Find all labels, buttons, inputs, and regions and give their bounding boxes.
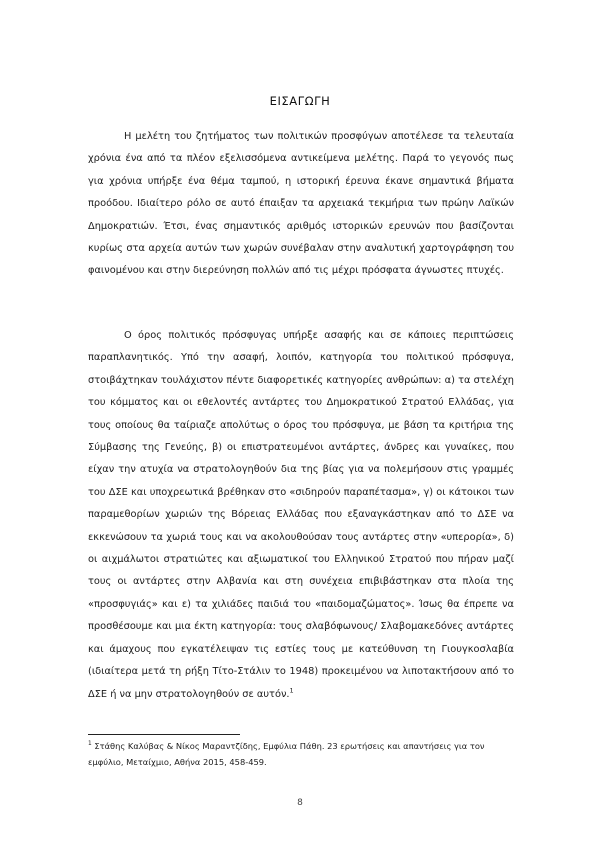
paragraph-2-text: Ο όρος πολιτικός πρόσφυγας υπήρξε ασαφής και σε κάποιες περιπτώσεις παραπλανητικός. Υπό την ασαφή, λοιπόν, κατηγορία του πολιτικού πρόσφυγα, στοιβάχτηκαν τουλάχιστον πέντε διαφορετικές κατηγορίες ανθρώπων: α) τα στελέχη του κόμματος και οι εθελοντές αντάρτες του Δημοκρατικού Στρατού Ελλάδας, για τους οποίους θα ταίριαζε απολύτως ο όρος του πρόσφυγα, με βάση τα κριτήρια της Σύμβασης της Γενεύης, β) οι επιστρατευμένοι αντάρτες, άνδρες και γυναίκες, που είχαν την ατυχία να στρατολογηθούν δια της βίας για να πολεμήσουν στις γραμμές του ΔΣΕ και υποχρεωτικά βρέθηκαν στο «σιδηρούν παραπέτασμα», γ) οι κάτοικοι των παραμεθορίων χωριών της Βόρειας Ελλάδας που εξαναγκάστηκαν από το ΔΣΕ να εκκενώσουν τα χωριά τους και να ακολουθούσαν τους αντάρτες στην «υπερορία», δ) οι αιχμάλωτοι στρατιώτες και αξιωματικοί του Ελληνικού Στρατού που πήραν μαζί τους οι αντάρτες στην Αλβανία και στη συνέχεια επιβιβάστηκαν στα πλοία της «προσφυγιάς» και ε) τα χιλιάδες παιδιά του «παιδομαζώματος». Ίσως θα έπρεπε να προσθέσουμε και μια έκτη κατηγορία: τους σλαβόφωνους/ Σλαβομακεδόνες αντάρτες και άμαχους που εγκατέλειψαν τις εστίες τους με κατεύθυνση τη Γιουγκοσλαβία (ιδιαίτερα μετά τη ρήξη Τίτο-Στάλιν το 1948) προκειμένου να λιποτακτήσουν από το ΔΣΕ ή να μην στρατολογηθούν σε αυτόν.: [88, 330, 514, 700]
page-number: 8: [297, 798, 303, 808]
intro-paragraph-1: [88, 126, 514, 283]
section-heading: ΕΙΣΑΓΩΓΗ: [269, 94, 331, 108]
footnote-number: 1: [88, 741, 92, 748]
paragraph-1-text: Η μελέτη του ζητήματος των πολιτικών προσφύγων αποτέλεσε τα τελευταία χρόνια ένα από τα πλέον εξελισσόμενα αντικείμενα μελέτης. Παρά το γεγονός πως για χρόνια υπήρξε ένα θέμα ταμπού, η ιστορική έρευνα έκανε σημαντικά βήματα προόδου. Ιδιαίτερο ρόλο σε αυτό έπαιξαν τα αρχειακά τεκμήρια των πρώην Λαϊκών Δημοκρατιών. Έτσι, ένας σημαντικός αριθμός ιστορικών ερευνών που βασίζονται κυρίως στα αρχεία αυτών των χωρών συνέβαλαν στην αναλυτική χαρτογράφηση του φαινομένου και στην διερεύνηση πολλών από τις μέχρι πρόσφατα άγνωστες πτυχές.: [88, 131, 514, 277]
intro-paragraph-2: [88, 325, 514, 706]
footnote: [88, 739, 514, 770]
footnote-separator: [88, 734, 240, 735]
footnote-reference-mark[interactable]: 1: [289, 686, 294, 695]
footnote-text: Στάθης Καλύβας & Νίκος Μαραντζίδης, Εμφύλια Πάθη. 23 ερωτήσεις και απαντήσεις για τον εμφύλιο, Μεταίχμιο, Αθήνα 2015, 458-459.: [88, 741, 485, 767]
